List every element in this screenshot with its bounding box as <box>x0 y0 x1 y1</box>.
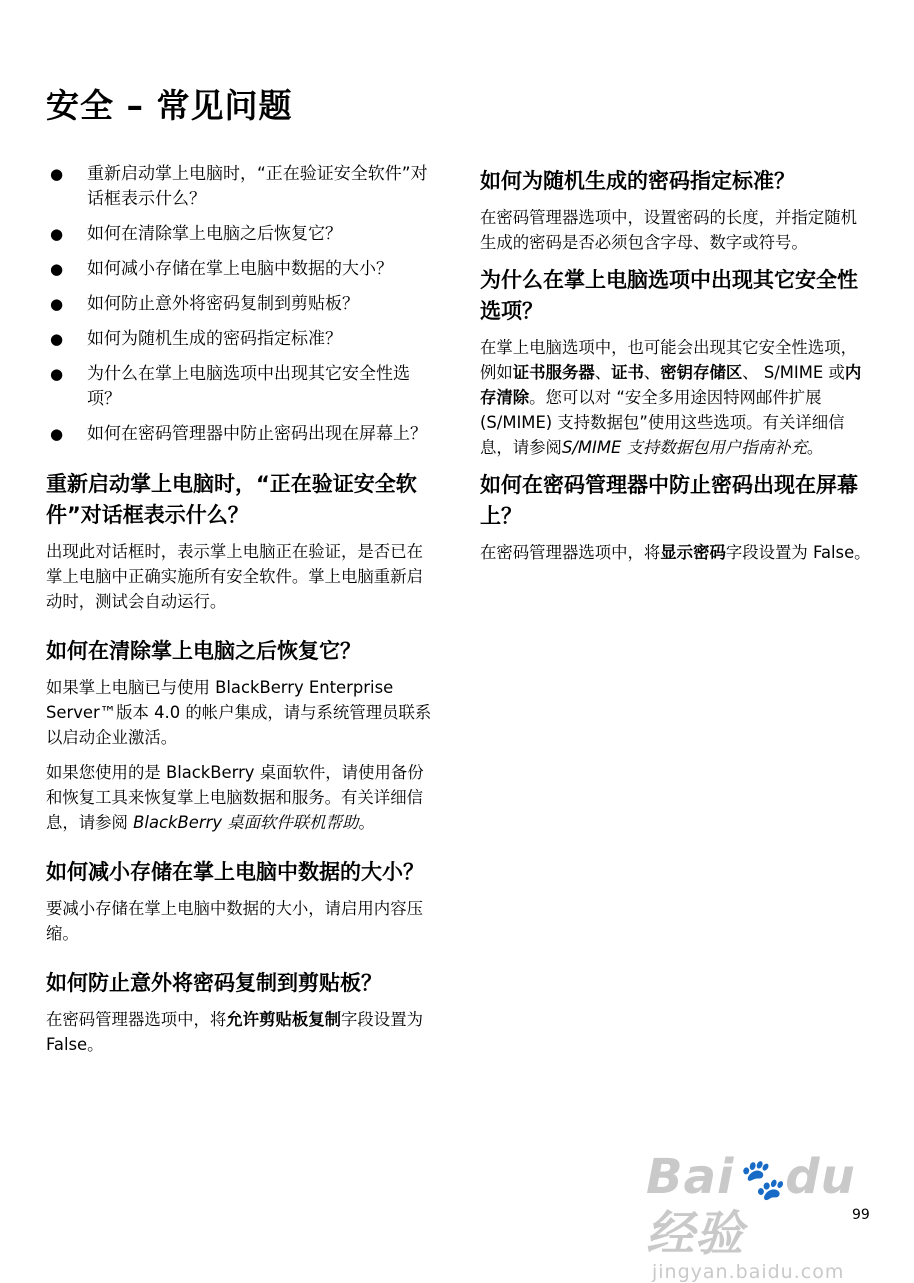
section-hide-password <box>480 470 872 565</box>
bullet-icon: ● <box>50 225 64 243</box>
section-heading: 重新启动掌上电脑时，“正在验证安全软件”对话框表示什么？ <box>46 472 417 527</box>
bullet-icon: ● <box>50 365 64 383</box>
bullet-icon: ● <box>50 295 64 313</box>
list-item-text: 如何在密码管理器中防止密码出现在屏幕上？ <box>87 424 427 444</box>
page-number: 99 <box>852 1207 870 1223</box>
list-item[interactable] <box>46 362 438 412</box>
bullet-icon: ● <box>50 425 64 443</box>
bullet-icon: ● <box>50 330 64 348</box>
option-name: 密钥存储区 <box>660 363 743 382</box>
list-item-text: 如何为随机生成的密码指定标准？ <box>87 329 342 349</box>
list-item[interactable] <box>46 222 438 247</box>
baidu-jingyan-watermark <box>646 1149 886 1283</box>
section-verify-security <box>46 469 438 614</box>
list-item-text: 如何在清除掌上电脑之后恢复它？ <box>87 224 342 244</box>
list-item[interactable] <box>46 327 438 352</box>
section-heading: 如何在密码管理器中防止密码出现在屏幕上？ <box>480 473 858 528</box>
section-heading: 如何防止意外将密码复制到剪贴板？ <box>46 971 382 995</box>
list-item[interactable] <box>46 422 438 447</box>
left-column <box>46 162 438 1067</box>
bullet-icon: ● <box>50 260 64 278</box>
section-reduce-data <box>46 857 438 946</box>
watermark-logo: Bai🐾du经验 <box>646 1149 856 1262</box>
field-name: 显示密码 <box>660 543 726 562</box>
section-body: 要减小存储在掌上电脑中数据的大小，请启用内容压缩。 <box>46 899 423 943</box>
watermark-url: jingyan.baidu.com <box>652 1261 845 1283</box>
section-body: 在密码管理器选项中，将允许剪贴板复制字段设置为 False。 <box>46 1010 423 1054</box>
list-item-text: 如何防止意外将密码复制到剪贴板？ <box>87 294 359 314</box>
list-item[interactable] <box>46 257 438 282</box>
paw-icon: 🐾 <box>734 1157 786 1203</box>
list-item-text: 重新启动掌上电脑时，“正在验证安全软件”对话框表示什么？ <box>87 164 428 209</box>
option-name: 证书服务器 <box>512 363 595 382</box>
section-body: 如果您使用的是 BlackBerry 桌面软件，请使用备份和恢复工具来恢复掌上电脑数据和服务。有关详细信息，请参阅 BlackBerry 桌面软件联机帮助。 <box>46 763 424 832</box>
field-name: 允许剪贴板复制 <box>226 1010 342 1029</box>
doc-reference: BlackBerry 桌面软件联机帮助 <box>133 813 359 832</box>
section-clipboard <box>46 968 438 1057</box>
right-column <box>480 166 872 575</box>
list-item[interactable] <box>46 162 438 212</box>
option-name: 证书 <box>611 363 644 382</box>
page-title: 安全 – 常见问题 <box>46 86 293 125</box>
section-heading: 如何减小存储在掌上电脑中数据的大小？ <box>46 860 424 884</box>
section-body: 在掌上电脑选项中，也可能会出现其它安全性选项，例如证书服务器、证书、密钥存储区、 S/MIME 或内存清除。您可以对 “安全多用途因特网邮件扩展 (S/MIME) 支持数据包”使用这些选项。有关详细信息，请参阅S/MIME 支持数据包用户指南补充。 <box>480 338 862 457</box>
section-restore-device <box>46 636 438 835</box>
list-item-text: 为什么在掌上电脑选项中出现其它安全性选项？ <box>87 364 410 409</box>
section-heading: 为什么在掌上电脑选项中出现其它安全性选项？ <box>480 268 858 323</box>
section-heading: 如何为随机生成的密码指定标准？ <box>480 169 795 193</box>
section-body: 在密码管理器选项中，设置密码的长度，并指定随机生成的密码是否必须包含字母、数字或符号。 <box>480 208 857 252</box>
doc-reference: S/MIME 支持数据包用户指南补充 <box>561 438 807 457</box>
section-body: 在密码管理器选项中，将显示密码字段设置为 False。 <box>480 543 871 562</box>
section-extra-security-options <box>480 265 872 460</box>
bullet-icon: ● <box>50 165 64 183</box>
list-item[interactable] <box>46 292 438 317</box>
list-item-text: 如何减小存储在掌上电脑中数据的大小？ <box>87 259 393 279</box>
faq-list <box>46 162 438 447</box>
section-heading: 如何在清除掌上电脑之后恢复它？ <box>46 639 361 663</box>
section-body: 如果掌上电脑已与使用 BlackBerry Enterprise Server™版本 4.0 的帐户集成，请与系统管理员联系以启动企业激活。 <box>46 678 432 747</box>
section-random-password <box>480 166 872 255</box>
section-body: 出现此对话框时，表示掌上电脑正在验证，是否已在掌上电脑中正确实施所有安全软件。掌上电脑重新启动时，测试会自动运行。 <box>46 542 423 611</box>
option-name: 内存清除 <box>480 363 862 407</box>
